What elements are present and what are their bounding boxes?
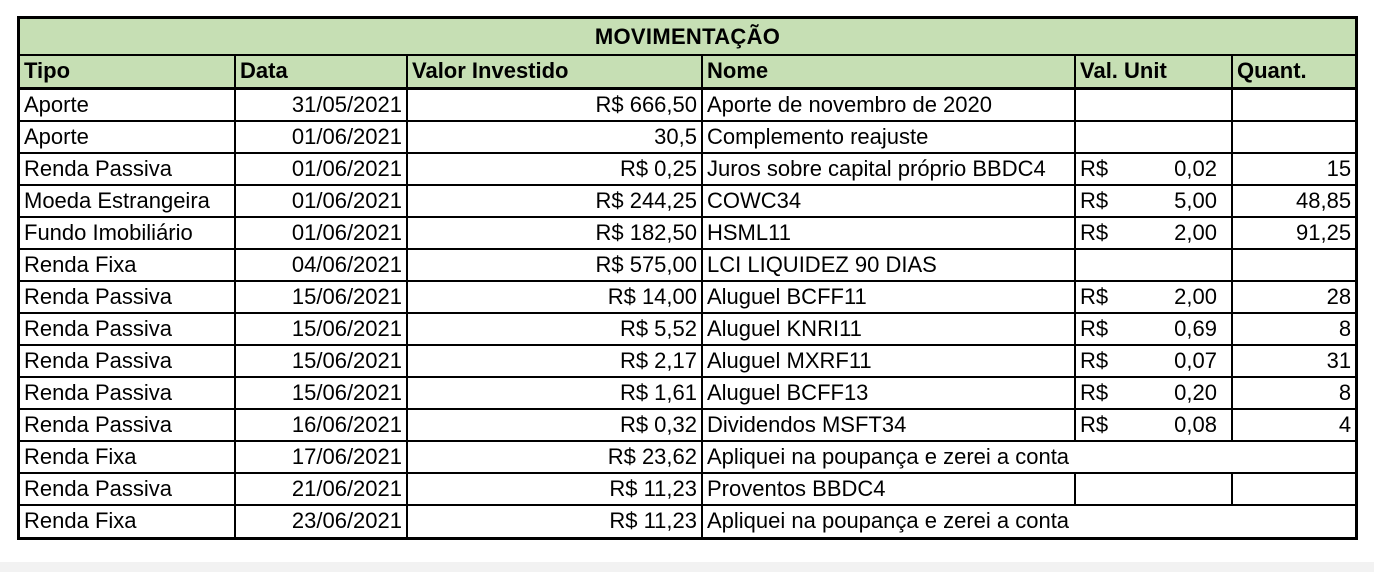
cell-data[interactable]: 23/06/2021 [235,505,407,537]
cell-nome[interactable]: Dividendos MSFT34 [702,409,1075,441]
cell-quant[interactable]: 8 [1232,377,1355,409]
cell-tipo[interactable]: Renda Passiva [20,281,235,313]
movimentacao-table [20,19,1355,537]
cell-valor[interactable]: R$ 11,23 [407,473,702,505]
cell-val-unit[interactable] [1075,409,1232,441]
cell-quant[interactable]: 31 [1232,345,1355,377]
cell-valor[interactable]: R$ 1,61 [407,377,702,409]
val-unit-value: 0,02 [1174,155,1217,181]
cell-nome[interactable]: Aluguel BCFF13 [702,377,1075,409]
cell-data[interactable]: 16/06/2021 [235,409,407,441]
cell-tipo[interactable]: Renda Passiva [20,473,235,505]
table-row [20,377,1355,409]
cell-tipo[interactable]: Aporte [20,121,235,153]
cell-tipo[interactable]: Renda Passiva [20,313,235,345]
table-row [20,121,1355,153]
cell-data[interactable]: 04/06/2021 [235,249,407,281]
cell-nome[interactable]: Aluguel MXRF11 [702,345,1075,377]
cell-tipo[interactable]: Renda Passiva [20,377,235,409]
table-row [20,473,1355,505]
header-valor-investido[interactable]: Valor Investido [407,55,702,88]
val-unit-currency: R$ [1080,283,1109,309]
title-row [20,19,1355,55]
val-unit-value: 0,07 [1174,347,1217,373]
cell-valor[interactable]: 30,5 [407,121,702,153]
val-unit-currency: R$ [1080,379,1109,405]
cell-val-unit[interactable] [1075,377,1232,409]
table-row [20,217,1355,249]
cell-data[interactable]: 15/06/2021 [235,313,407,345]
cell-nome[interactable]: Proventos BBDC4 [702,473,1075,505]
val-unit-currency: R$ [1080,155,1109,181]
spreadsheet-table [17,16,1358,540]
cell-valor[interactable]: R$ 5,52 [407,313,702,345]
cell-tipo[interactable]: Fundo Imobiliário [20,217,235,249]
cell-valor[interactable]: R$ 244,25 [407,185,702,217]
cell-val-unit[interactable] [1075,281,1232,313]
cell-data[interactable]: 17/06/2021 [235,441,407,473]
cell-data[interactable]: 01/06/2021 [235,121,407,153]
cell-val-unit[interactable] [1075,505,1232,537]
cell-nome[interactable]: Complemento reajuste [702,121,1075,153]
val-unit-currency: R$ [1080,219,1109,245]
cell-nome[interactable]: Juros sobre capital próprio BBDC4 [702,153,1075,185]
val-unit-value: 2,00 [1174,283,1217,309]
val-unit-currency: R$ [1080,315,1109,341]
header-tipo[interactable]: Tipo [20,55,235,88]
cell-tipo[interactable]: Renda Passiva [20,345,235,377]
cell-nome[interactable]: COWC34 [702,185,1075,217]
cell-data[interactable]: 01/06/2021 [235,185,407,217]
cell-data[interactable]: 15/06/2021 [235,281,407,313]
cell-quant[interactable]: 15 [1232,153,1355,185]
val-unit-value: 5,00 [1174,187,1217,213]
cell-data[interactable]: 01/06/2021 [235,153,407,185]
header-quant[interactable]: Quant. [1232,55,1355,88]
header-row [20,55,1355,88]
cell-valor[interactable]: R$ 0,25 [407,153,702,185]
val-unit-value: 0,20 [1174,379,1217,405]
cell-tipo[interactable]: Renda Fixa [20,505,235,537]
cell-data[interactable]: 31/05/2021 [235,88,407,121]
cell-quant[interactable] [1232,88,1355,121]
cell-val-unit[interactable] [1075,473,1232,505]
cell-quant[interactable] [1232,473,1355,505]
cell-quant[interactable] [1232,441,1355,473]
table-title[interactable]: MOVIMENTAÇÃO [20,19,1355,55]
table-row [20,409,1355,441]
cell-data[interactable]: 15/06/2021 [235,377,407,409]
cell-val-unit[interactable] [1075,441,1232,473]
cell-nome[interactable]: LCI LIQUIDEZ 90 DIAS [702,249,1075,281]
cell-val-unit[interactable] [1075,249,1232,281]
cell-val-unit[interactable] [1075,121,1232,153]
cell-tipo[interactable]: Renda Passiva [20,153,235,185]
table-row [20,249,1355,281]
cell-val-unit[interactable] [1075,88,1232,121]
cell-valor[interactable]: R$ 182,50 [407,217,702,249]
bottom-strip [0,562,1374,572]
cell-quant[interactable]: 48,85 [1232,185,1355,217]
cell-data[interactable]: 15/06/2021 [235,345,407,377]
cell-nome[interactable]: Aluguel KNRI11 [702,313,1075,345]
cell-quant[interactable] [1232,249,1355,281]
table-row [20,313,1355,345]
table-row [20,505,1355,537]
val-unit-value: 2,00 [1174,219,1217,245]
table-row [20,441,1355,473]
table-row [20,185,1355,217]
table-row [20,88,1355,121]
table-row [20,281,1355,313]
header-data[interactable]: Data [235,55,407,88]
cell-nome[interactable]: HSML11 [702,217,1075,249]
header-nome[interactable]: Nome [702,55,1075,88]
val-unit-currency: R$ [1080,347,1109,373]
cell-valor[interactable]: R$ 666,50 [407,88,702,121]
cell-nome[interactable]: Apliquei na poupança e zerei a conta [707,508,1070,533]
cell-nome[interactable]: Apliquei na poupança e zerei a conta [702,441,1075,473]
cell-quant[interactable] [1232,121,1355,153]
cell-nome[interactable]: Aluguel BCFF11 [702,281,1075,313]
cell-val-unit[interactable] [1075,217,1232,249]
table-row [20,345,1355,377]
cell-quant[interactable]: 4 [1232,409,1355,441]
cell-tipo[interactable]: Aporte [20,88,235,121]
cell-data[interactable]: 01/06/2021 [235,217,407,249]
cell-valor[interactable]: R$ 2,17 [407,345,702,377]
cell-data[interactable]: 21/06/2021 [235,473,407,505]
cell-tipo[interactable]: Renda Fixa [20,249,235,281]
cell-quant[interactable] [1232,505,1355,537]
cell-valor[interactable]: R$ 14,00 [407,281,702,313]
table-body [20,88,1355,537]
cell-tipo[interactable]: Moeda Estrangeira [20,185,235,217]
cell-val-unit[interactable] [1075,313,1232,345]
header-val-unit[interactable]: Val. Unit [1075,55,1232,88]
cell-valor[interactable]: R$ 575,00 [407,249,702,281]
cell-quant[interactable]: 91,25 [1232,217,1355,249]
val-unit-value: 0,08 [1174,411,1217,437]
cell-valor[interactable]: R$ 23,62 [407,441,702,473]
cell-val-unit[interactable] [1075,185,1232,217]
cell-quant[interactable]: 8 [1232,313,1355,345]
cell-tipo[interactable]: Renda Fixa [20,441,235,473]
cell-val-unit[interactable] [1075,153,1232,185]
val-unit-currency: R$ [1080,187,1109,213]
cell-valor[interactable]: R$ 0,32 [407,409,702,441]
cell-val-unit[interactable] [1075,345,1232,377]
cell-quant[interactable]: 28 [1232,281,1355,313]
cell-tipo[interactable]: Renda Passiva [20,409,235,441]
cell-valor[interactable]: R$ 11,23 [407,505,702,537]
val-unit-value: 0,69 [1174,315,1217,341]
val-unit-currency: R$ [1080,411,1109,437]
table-row [20,153,1355,185]
cell-nome[interactable]: Aporte de novembro de 2020 [702,88,1075,121]
